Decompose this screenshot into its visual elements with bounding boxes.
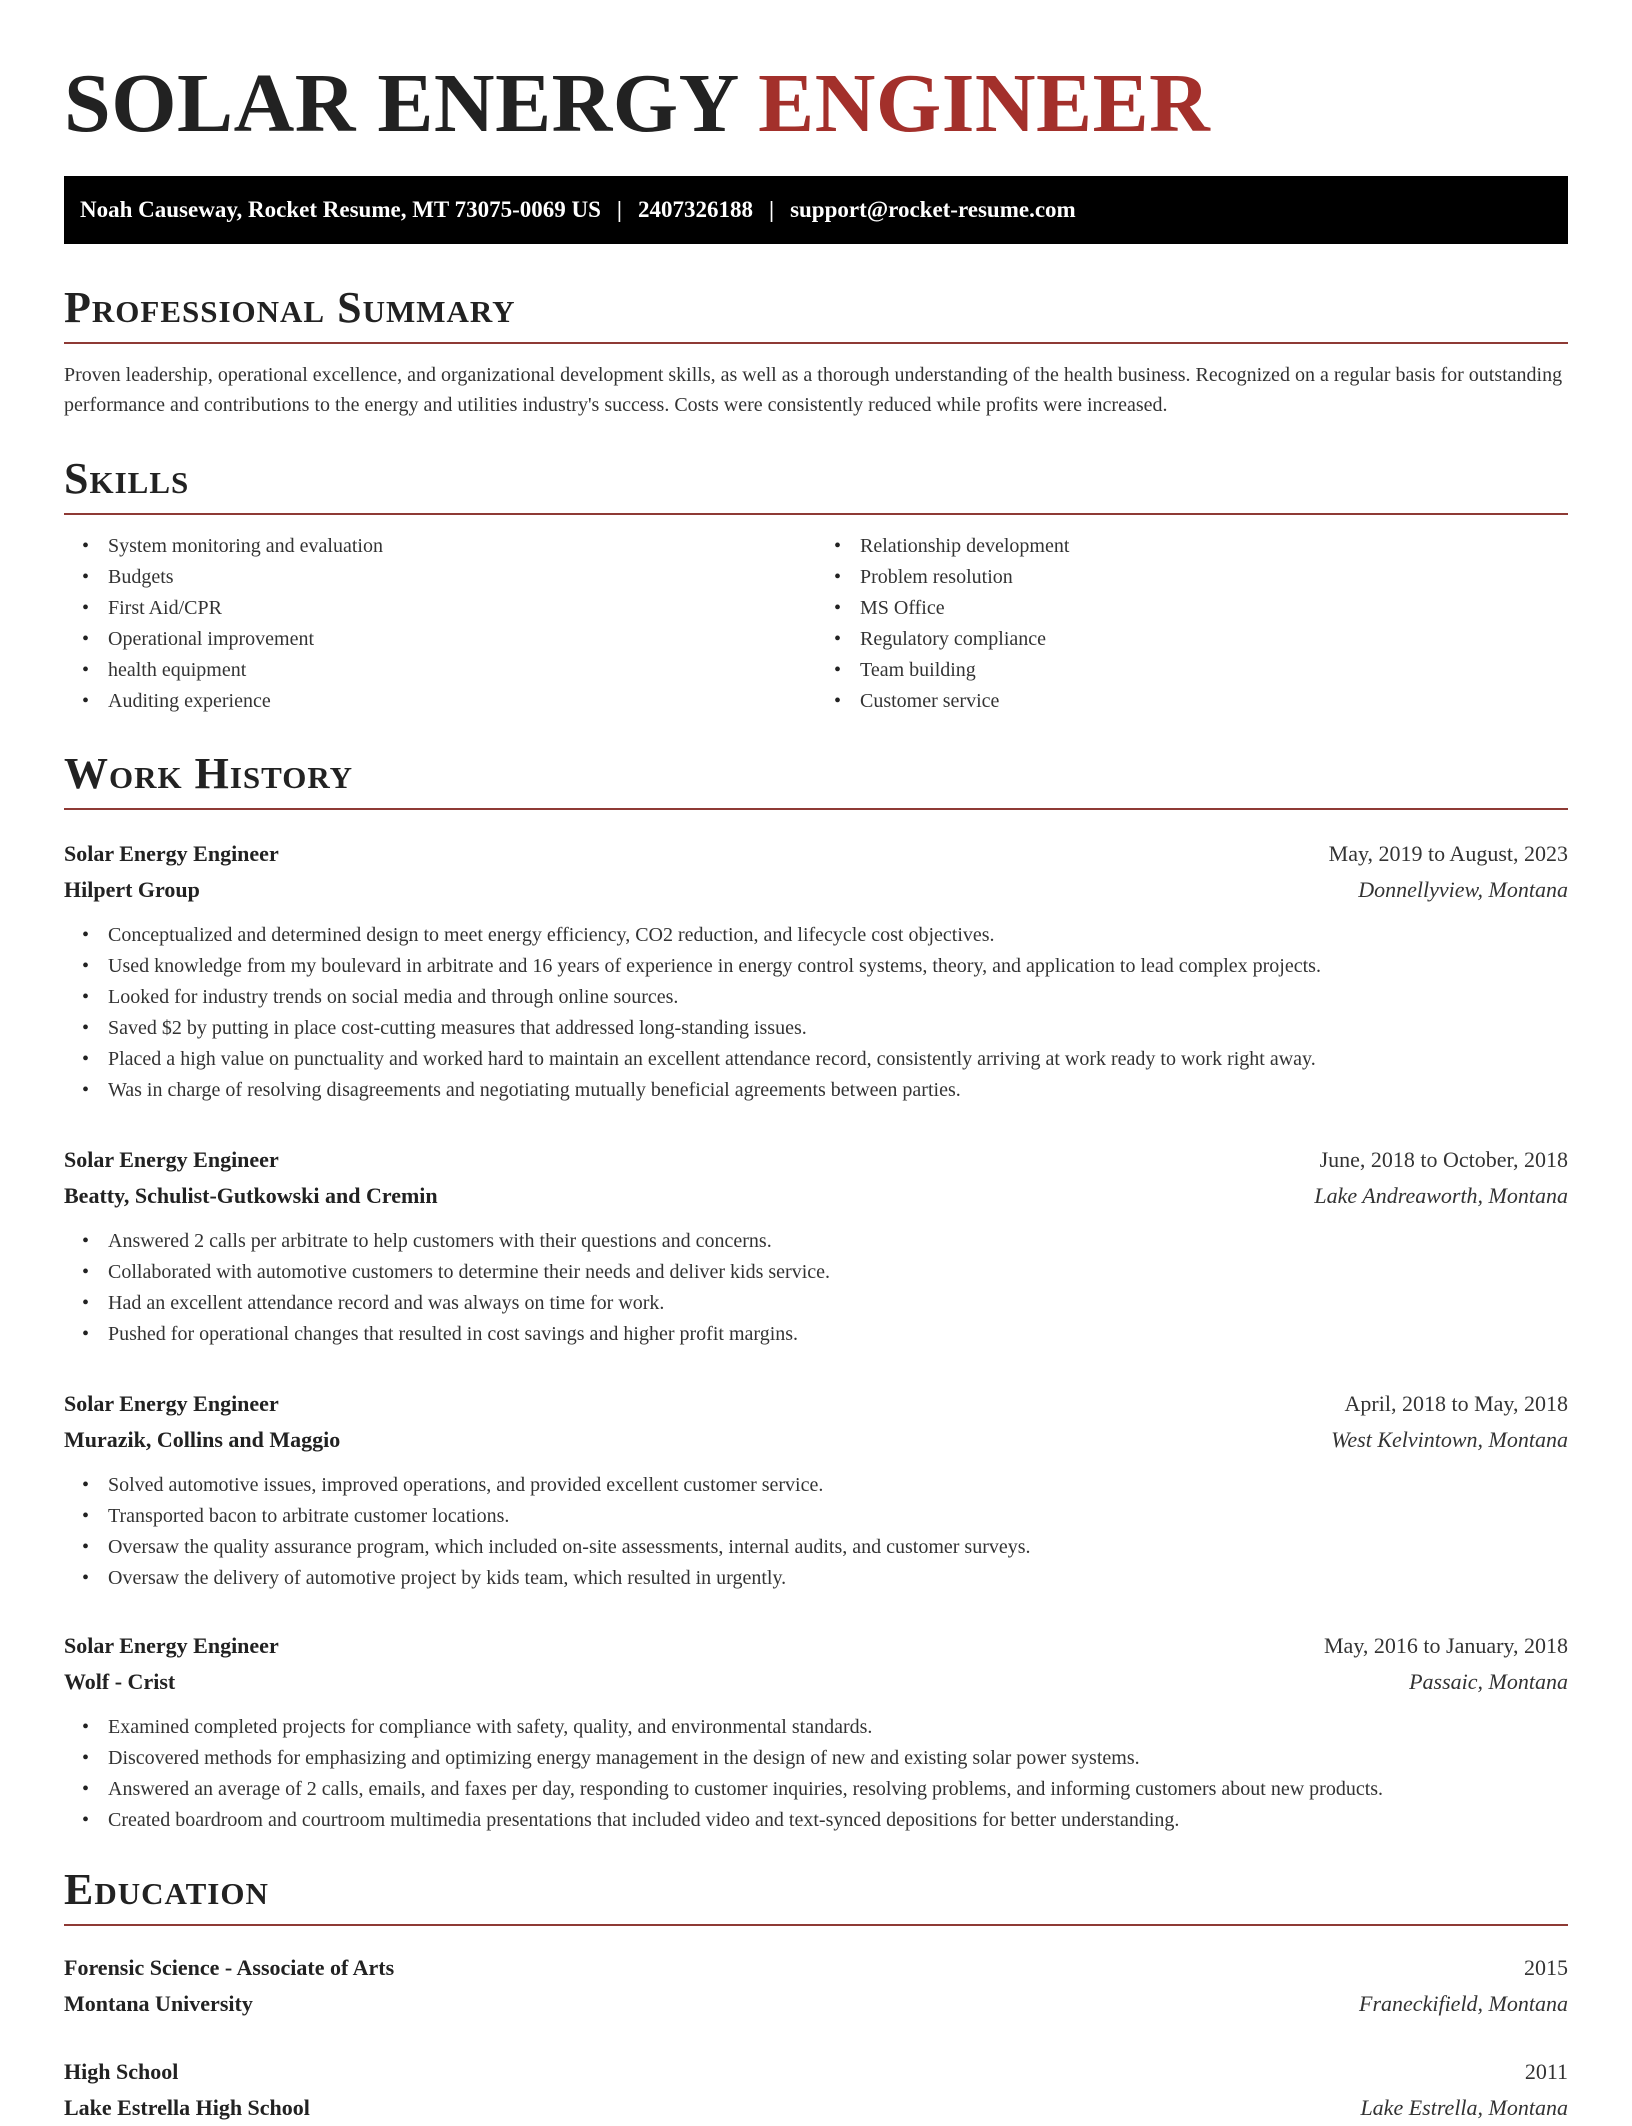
title-part-1: SOLAR ENERGY — [64, 57, 737, 150]
job-location: Passaic, Montana — [1409, 1669, 1568, 1694]
job-company: Hilpert Group — [64, 877, 200, 902]
job-company: Beatty, Schulist-Gutkowski and Cremin — [64, 1183, 438, 1208]
skill-item: • First Aid/CPR — [108, 593, 816, 624]
job-bullets — [64, 1712, 1568, 1836]
job-bullet: • Solved automotive issues, improved operations, and provided excellent customer service. — [108, 1470, 1568, 1501]
job-company: Wolf - Crist — [64, 1669, 176, 1694]
skill-item: • Operational improvement — [108, 624, 816, 655]
contact-address: Noah Causeway, Rocket Resume, MT 73075-0069 US — [80, 197, 601, 222]
job-bullets — [64, 920, 1568, 1106]
job-entry — [64, 1628, 1568, 1836]
work-history-section — [64, 748, 1568, 810]
contact-separator: | — [768, 197, 775, 222]
job-bullet: • Had an excellent attendance record and was always on time for work. — [108, 1288, 1568, 1319]
job-bullet: • Oversaw the delivery of automotive project by kids team, which resulted in urgently. — [108, 1563, 1568, 1594]
job-title: Solar Energy Engineer — [64, 841, 279, 866]
skill-item: • Regulatory compliance — [860, 624, 1568, 655]
contact-separator: | — [616, 197, 622, 222]
education-school: Lake Estrella High School — [64, 2095, 310, 2120]
skills-columns — [64, 531, 1568, 717]
job-bullet: • Discovered methods for emphasizing and optimizing energy management in the design of new and existing solar power systems. — [108, 1743, 1568, 1774]
education-year: 2011 — [1524, 2059, 1568, 2084]
education-location: Franeckifield, Montana — [1359, 1991, 1568, 2016]
job-title: Solar Energy Engineer — [64, 1391, 279, 1416]
education-degree: Forensic Science - Associate of Arts — [64, 1955, 395, 1980]
job-bullet: • Answered 2 calls per arbitrate to help customers with their questions and concerns. — [108, 1226, 1568, 1257]
job-bullet: • Created boardroom and courtroom multimedia presentations that included video and text-synced depositions for better understanding. — [108, 1805, 1568, 1836]
job-bullet: • Saved $2 by putting in place cost-cutting measures that addressed long-standing issues. — [108, 1013, 1568, 1044]
job-location: Lake Andreaworth, Montana — [1314, 1183, 1568, 1208]
education-entry — [64, 2054, 1568, 2126]
job-bullet: • Conceptualized and determined design to meet energy efficiency, CO2 reduction, and lifecycle cost objectives. — [108, 920, 1568, 951]
job-bullet: • Placed a high value on punctuality and worked hard to maintain an excellent attendance record, consistently arriving at work ready to work right away. — [108, 1044, 1568, 1075]
skills-list-left — [64, 531, 816, 717]
section-heading-education: Education — [64, 1864, 1568, 1926]
resume-title — [64, 0, 1568, 176]
job-bullet: • Pushed for operational changes that resulted in cost savings and higher profit margins. — [108, 1319, 1568, 1350]
contact-email[interactable]: support@rocket-resume.com — [790, 197, 1076, 222]
job-location: West Kelvintown, Montana — [1331, 1427, 1568, 1452]
education-degree: High School — [64, 2059, 179, 2084]
job-bullet: • Answered an average of 2 calls, emails, and faxes per day, responding to customer inquiries, resolving problems, and informing customers about new products. — [108, 1774, 1568, 1805]
contact-bar — [64, 176, 1568, 244]
education-school: Montana University — [64, 1991, 253, 2016]
summary-section — [64, 282, 1568, 420]
title-part-2: ENGINEER — [758, 57, 1211, 150]
section-heading-work-history: Work History — [64, 748, 1568, 810]
summary-text: Proven leadership, operational excellence, and organizational development skills, as well as a thorough understanding of the health business. Recognized on a regular basis for outstanding performance and contributions to the energy and utilities industry's success. Costs were consistently reduced while profits were increased. — [64, 364, 1563, 416]
job-bullet: • Used knowledge from my boulevard in arbitrate and 16 years of experience in energy control systems, theory, and application to lead complex projects. — [108, 951, 1568, 982]
job-entry — [64, 1386, 1568, 1594]
job-bullet: • Transported bacon to arbitrate customer locations. — [108, 1501, 1568, 1532]
job-bullet: • Collaborated with automotive customers to determine their needs and deliver kids service. — [108, 1257, 1568, 1288]
section-heading-summary: Professional Summary — [64, 282, 1568, 344]
job-bullet: • Was in charge of resolving disagreements and negotiating mutually beneficial agreements between parties. — [108, 1075, 1568, 1106]
job-dates: April, 2018 to May, 2018 — [1344, 1391, 1568, 1416]
skill-item: • health equipment — [108, 655, 816, 686]
skill-item: • Problem resolution — [860, 562, 1568, 593]
education-section — [64, 1864, 1568, 1926]
job-entry — [64, 1142, 1568, 1350]
job-bullet: • Oversaw the quality assurance program, which included on-site assessments, internal audits, and customer surveys. — [108, 1532, 1568, 1563]
job-bullets — [64, 1470, 1568, 1594]
job-company: Murazik, Collins and Maggio — [64, 1427, 341, 1452]
section-heading-skills: Skills — [64, 453, 1568, 515]
education-entry — [64, 1950, 1568, 2022]
skill-item: • Team building — [860, 655, 1568, 686]
job-bullet: • Examined completed projects for compliance with safety, quality, and environmental standards. — [108, 1712, 1568, 1743]
skill-item: • Auditing experience — [108, 686, 816, 717]
skill-item: • Budgets — [108, 562, 816, 593]
skills-section — [64, 453, 1568, 717]
job-bullets — [64, 1226, 1568, 1350]
skills-list-right — [816, 531, 1568, 717]
skill-item: • System monitoring and evaluation — [108, 531, 816, 562]
skill-item: • Customer service — [860, 686, 1568, 717]
job-dates: May, 2019 to August, 2023 — [1328, 841, 1568, 866]
job-title: Solar Energy Engineer — [64, 1633, 279, 1658]
skill-item: • Relationship development — [860, 531, 1568, 562]
job-location: Donnellyview, Montana — [1358, 877, 1568, 902]
education-location: Lake Estrella, Montana — [1360, 2095, 1568, 2120]
job-bullet: • Looked for industry trends on social media and through online sources. — [108, 982, 1568, 1013]
contact-phone[interactable]: 2407326188 — [637, 197, 753, 222]
job-entry — [64, 836, 1568, 1106]
job-dates: June, 2018 to October, 2018 — [1319, 1147, 1568, 1172]
job-dates: May, 2016 to January, 2018 — [1324, 1633, 1568, 1658]
skill-item: • MS Office — [860, 593, 1568, 624]
education-year: 2015 — [1524, 1955, 1568, 1980]
job-title: Solar Energy Engineer — [64, 1147, 279, 1172]
